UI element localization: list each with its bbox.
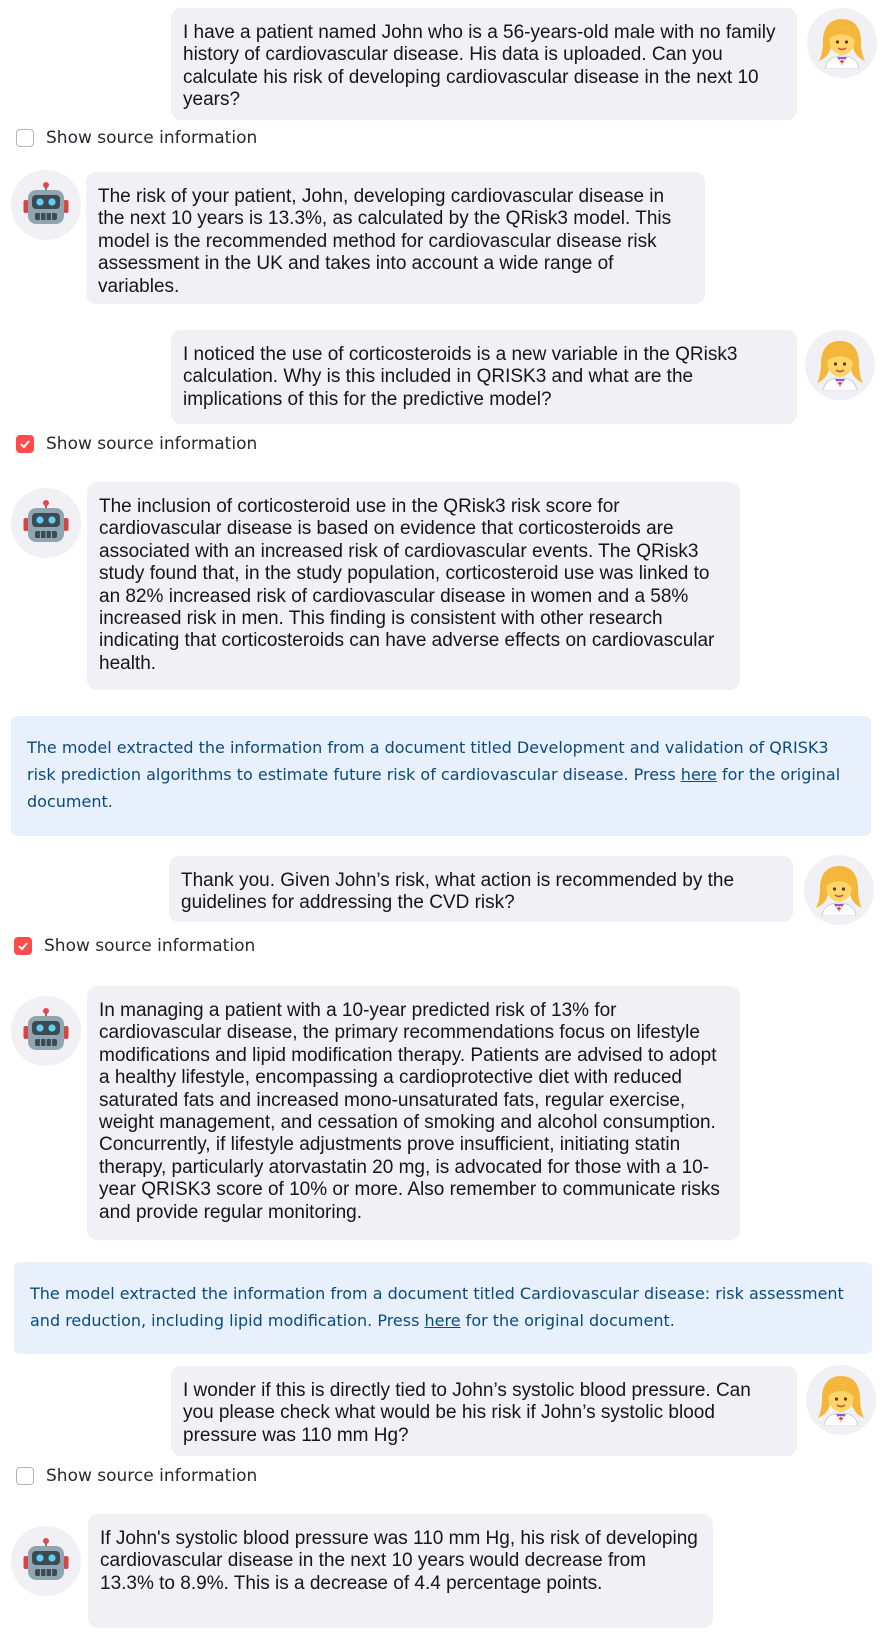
message-text: I noticed the use of corticosteroids is a new variable in the QRisk3 calculation. Why is this included in QRISK3 and what are the implications of this for the predictive model? [183, 344, 738, 410]
source-info-box [14, 1262, 872, 1354]
user-message [171, 1366, 797, 1456]
robot-face-icon [23, 182, 69, 228]
robot-face-icon [23, 500, 69, 546]
source-text-suffix: for the original document. [27, 765, 841, 811]
user-avatar [806, 1365, 876, 1435]
message-text: Thank you. Given John’s risk, what action is recommended by the guidelines for addressing the CVD risk? [181, 870, 735, 914]
user-message [171, 330, 797, 424]
message-text: The inclusion of corticosteroid use in the QRisk3 risk score for cardiovascular disease is based on evidence that corticosteroids are associated with an increased risk of cardiovascular events. The QRisk3 study found that, in the study population, corticosteroid use was linked to an 82% increased risk of cardiovascular disease in women and a 58% increased risk in men. This finding is consistent with other research indicating that corticosteroids can have adverse effects on cardiovascular health. [99, 496, 715, 674]
health-worker-woman-icon [819, 17, 865, 69]
assistant-avatar [11, 170, 81, 240]
user-message [171, 8, 797, 120]
health-worker-woman-icon [816, 864, 862, 916]
robot-face-icon [23, 1008, 69, 1054]
health-worker-woman-icon [818, 1374, 864, 1426]
show-source-checkbox[interactable] [14, 936, 255, 956]
assistant-message [87, 482, 740, 690]
message-text: The risk of your patient, John, developing cardiovascular disease in the next 10 years is 13.3%, as calculated by the QRisk3 model. This model is the recommended method for cardiovascular disease risk assessment in the UK and takes into account a wide range of variables. [98, 186, 672, 297]
assistant-avatar [11, 996, 81, 1066]
source-link[interactable]: here [680, 765, 717, 784]
show-source-checkbox[interactable] [16, 434, 257, 454]
source-text: The model extracted the information from a document titled Cardiovascular disease: risk assessment and reduction, including lipid modification. Press [30, 1284, 844, 1330]
source-text-suffix: for the original document. [460, 1311, 675, 1330]
checkbox-label: Show source information [46, 1466, 258, 1486]
checkbox-unchecked-icon[interactable] [16, 1467, 34, 1485]
assistant-message [86, 172, 705, 304]
message-text: If John's systolic blood pressure was 110 mm Hg, his risk of developing cardiovascular disease in the next 10 years would decrease from 13.3% to 8.9%. This is a decrease of 4.4 percentage points. [100, 1528, 698, 1594]
user-message [169, 856, 793, 922]
user-avatar [804, 855, 874, 925]
checkbox-checked-icon[interactable] [16, 435, 34, 453]
checkbox-checked-icon[interactable] [14, 937, 32, 955]
message-text: I have a patient named John who is a 56-years-old male with no family history of cardiovascular disease. His data is uploaded. Can you calculate his risk of developing cardiovascular disease in the next 10 years? [183, 22, 776, 111]
assistant-avatar [11, 1526, 81, 1596]
user-avatar [807, 8, 877, 78]
message-text: I wonder if this is directly tied to John’s systolic blood pressure. Can you please check what would be his risk if John’s systolic blood pressure was 110 mm Hg? [183, 1380, 751, 1446]
user-avatar [805, 330, 875, 400]
assistant-message [87, 986, 740, 1240]
checkbox-label: Show source information [46, 128, 258, 148]
message-text: In managing a patient with a 10-year predicted risk of 13% for cardiovascular disease, the primary recommendations focus on lifestyle modifications and lipid modification therapy. Patients are advised to adopt a healthy lifestyle, encompassing a cardioprotective diet with reduced saturated fats and increased mono-unsaturated fats, regular exercise, weight management, and cessation of smoking and alcohol consumption. Concurrently, if lifestyle adjustments prove insufficient, initiating statin therapy, particularly atorvastatin 20 mg, is advocated for those with a 10-year QRISK3 score of 10% or more. Also remember to communicate risks and provide regular monitoring. [99, 1000, 720, 1223]
health-worker-woman-icon [817, 339, 863, 391]
checkbox-label: Show source information [44, 936, 256, 956]
source-text: The model extracted the information from a document titled Development and validation of QRISK3 risk prediction algorithms to estimate future risk of cardiovascular disease. Press [27, 738, 829, 784]
robot-face-icon [23, 1538, 69, 1584]
source-info-box [11, 716, 871, 836]
show-source-checkbox[interactable] [16, 128, 257, 148]
checkbox-label: Show source information [46, 434, 258, 454]
show-source-checkbox[interactable] [16, 1466, 257, 1486]
assistant-message [88, 1514, 713, 1628]
assistant-avatar [11, 488, 81, 558]
source-link[interactable]: here [424, 1311, 461, 1330]
checkbox-unchecked-icon[interactable] [16, 129, 34, 147]
